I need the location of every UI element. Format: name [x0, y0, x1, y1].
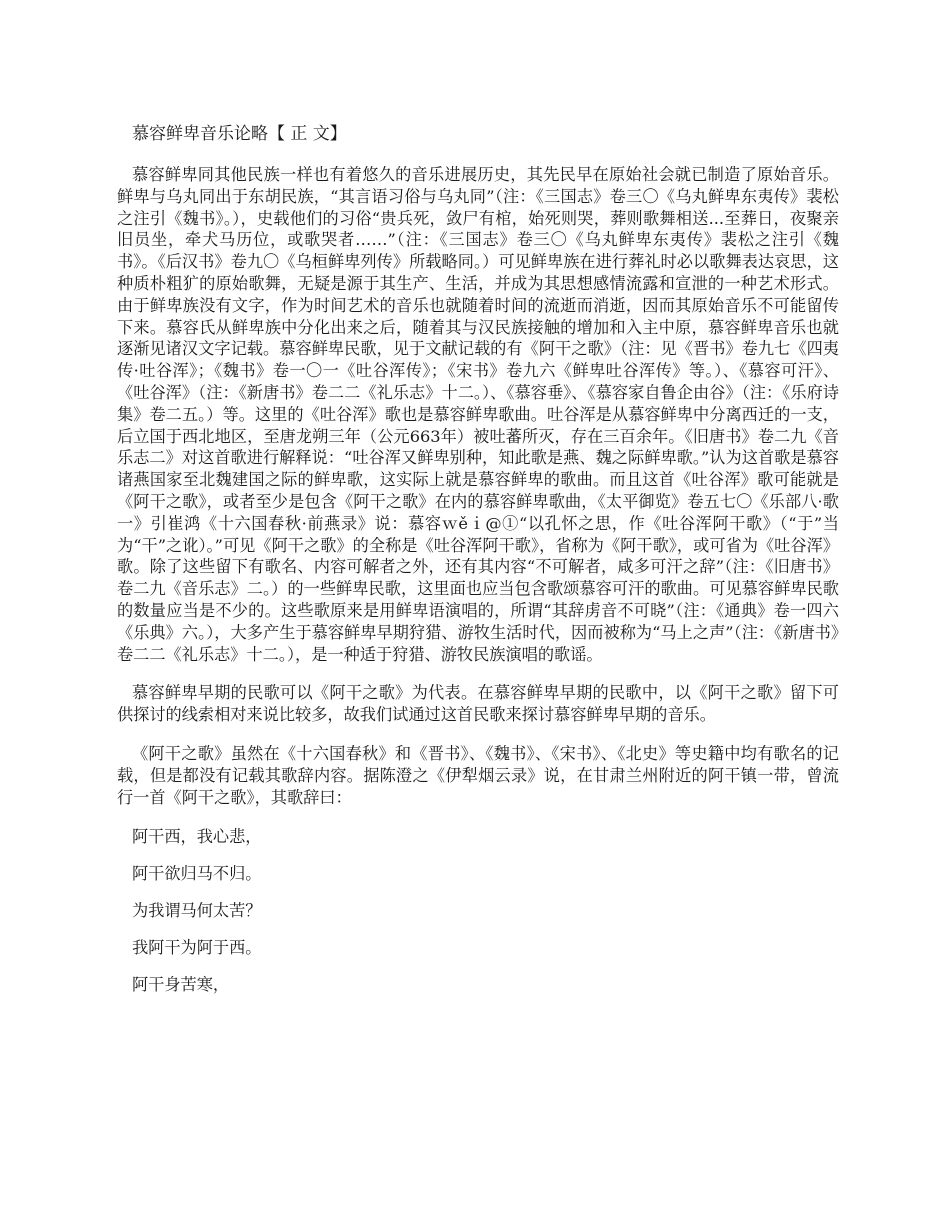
- song-lyrics: [117, 825, 839, 997]
- lyric-line: 阿干西，我心悲，: [132, 827, 262, 847]
- paragraph-agan-representative: 慕容鲜卑早期的民歌可以《阿干之歌》为代表。在慕容鲜卑早期的民歌中，以《阿干之歌》留下可供探讨的线索相对来说比较多，故我们试通过这首民歌来探讨慕容鲜卑早期的音乐。: [117, 683, 839, 725]
- lyric-line: 为我谓马何太苦？: [132, 901, 262, 921]
- lyric-line: 阿干身苦寒，: [132, 975, 230, 995]
- document-heading: 慕容鲜卑音乐论略【 正 文】: [132, 124, 347, 144]
- lyric-line: 阿干欲归马不归。: [132, 864, 262, 884]
- paragraph-intro: 慕容鲜卑同其他民族一样也有着悠久的音乐进展历史，其先民早在原始社会就已制造了原始音乐。鲜卑与乌丸同出于东胡民族，“其言语习俗与乌丸同”（注：《三国志》卷三〇《乌丸鲜卑东夷传》裴松之注引《魏书》。），史载他们的习俗“贵兵死，敛尸有棺，始死则哭，葬则歌舞相送...至葬日，夜聚亲旧员坐，牵犬马历位，或歌哭者……”（注：《三国志》卷三〇《乌丸鲜卑东夷传》裴松之注引《魏书》。《后汉书》卷九〇《乌桓鲜卑列传》所载略同。）可见鲜卑族在进行葬礼时必以歌舞表达哀思，这种质朴粗犷的原始歌舞，无疑是源于其生产、生活，并成为其思想感情流露和宣泄的一种艺术形式。由于鲜卑族没有文字，作为时间艺术的音乐也就随着时间的流逝而消逝，因而其原始音乐不可能留传下来。慕容氏从鲜卑族中分化出来之后，随着其与汉民族接触的增加和入主中原，慕容鲜卑音乐也就逐渐见诸汉文字记载。慕容鲜卑民歌，见于文献记载的有《阿干之歌》（注：见《晋书》卷九七《四夷传·吐谷浑》；《魏书》卷一〇一《吐谷浑传》；《宋书》卷九六《鲜卑吐谷浑传》等。）、《慕容可汗》、《吐谷浑》（注：《新唐书》卷二二《礼乐志》十二。）、《慕容垂》、《慕容家自鲁企由谷》（注：《乐府诗集》卷二五。）等。这里的《吐谷浑》歌也是慕容鲜卑歌曲。吐谷浑是从慕容鲜卑中分离西迁的一支，后立国于西北地区，至唐龙朔三年（公元663年）被吐蕃所灭，存在三百余年。《旧唐书》卷二九《音乐志二》对这首歌进行解释说：“吐谷浑又鲜卑别种，知此歌是燕、魏之际鲜卑歌。”认为这首歌是慕容诸燕国家至北魏建国之际的鲜卑歌，这实际上就是慕容鲜卑的歌曲。而且这首《吐谷浑》歌可能就是《阿干之歌》，或者至少是包含《阿干之歌》在内的慕容鲜卑歌曲，《太平御览》卷五七〇《乐部八·歌一》引崔鸿《十六国春秋·前燕录》说：慕容ｗěｉ@①“以孔怀之思，作《吐谷浑阿干歌》（“于”当为“干”之讹）。”可见《阿干之歌》的全称是《吐谷浑阿干歌》，省称为《阿干歌》，或可省为《吐谷浑》歌。除了这些留下有歌名、内容可解者之外，还有其内容“不可解者，咸多可汗之辞”（注：《旧唐书》卷二九《音乐志》二。）的一些鲜卑民歌，这里面也应当包含歌颂慕容可汗的歌曲。可见慕容鲜卑民歌的数量应当是不少的。这些歌原来是用鲜卑语演唱的，所谓“其辞虏音不可晓”（注：《通典》卷一四六《乐典》六。），大多产生于慕容鲜卑早期狩猎、游牧生活时代，因而被称为“马上之声”（注：《新唐书》卷二二《礼乐志》十二。），是一种适于狩猎、游牧民族演唱的歌谣。: [117, 165, 839, 664]
- document-body: [117, 122, 839, 1010]
- lyric-line: 我阿干为阿于西。: [132, 938, 262, 958]
- paragraph-agan-lyrics-source: 《阿干之歌》虽然在《十六国春秋》和《晋书》、《魏书》、《宋书》、《北史》等史籍中均有歌名的记载，但是都没有记载其歌辞内容。据陈澄之《伊犁烟云录》说，在甘肃兰州附近的阿干镇一带，曾流行一首《阿干之歌》，其歌辞曰：: [117, 743, 839, 807]
